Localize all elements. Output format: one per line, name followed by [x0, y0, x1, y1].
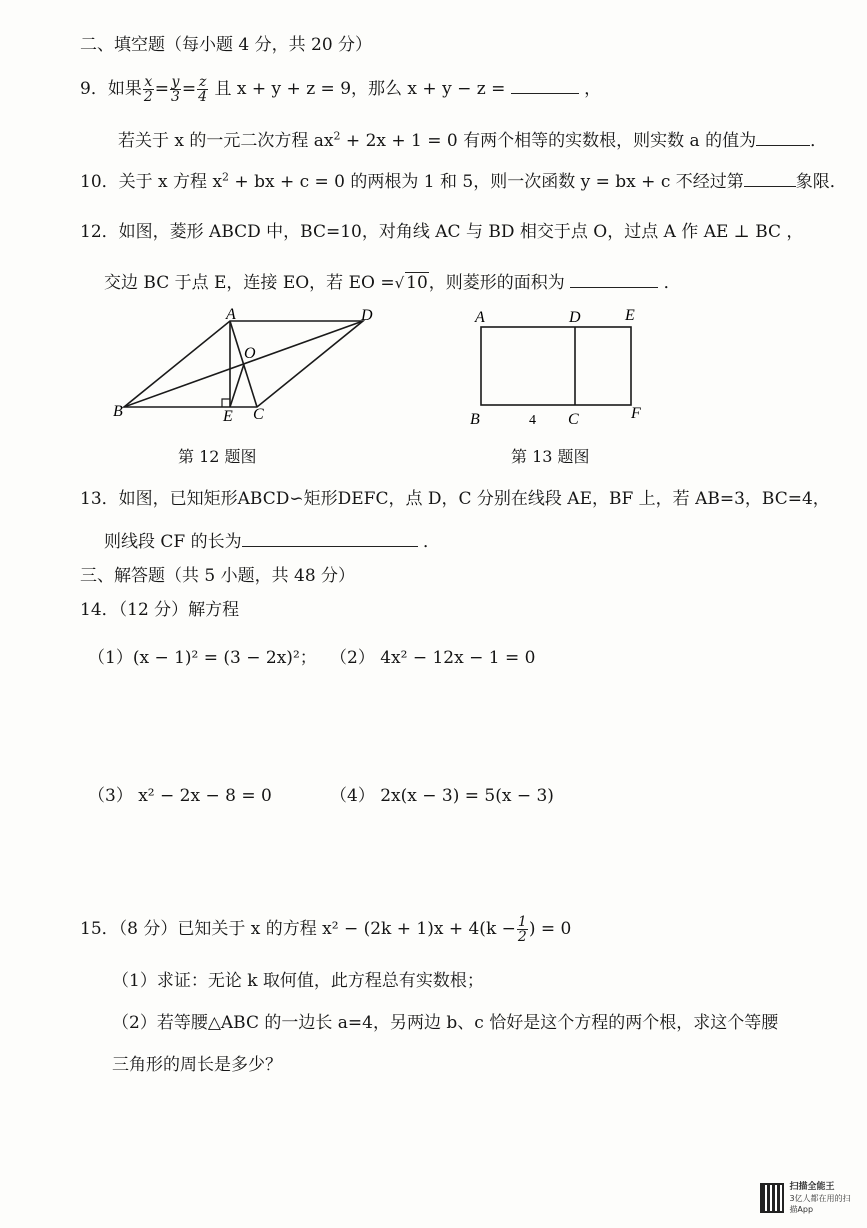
q14-part-2: （2） 4x² − 12x − 1 = 0 [330, 648, 536, 668]
q15-tail: ) = 0 [528, 919, 572, 939]
q14-part-3: （3） x² − 2x − 8 = 0 [88, 786, 272, 806]
q15-lead: 15．（8 分）已知关于 x 的方程 x² − (2k + 1)x + 4(k − [80, 919, 516, 939]
label-d: D [361, 307, 373, 324]
label-d: D [569, 309, 581, 326]
figure-13-caption: 第 13 题图 [511, 447, 590, 466]
q9-answer-blank[interactable] [511, 79, 579, 94]
q10-text-b: + bx + c = 0 的两根为 1 和 5，则一次函数 y = bx + c 不经过第 [229, 172, 744, 192]
q14-part-4: （4） 2x(x − 3) = 5(x − 3) [330, 786, 554, 806]
label-c: C [253, 406, 264, 423]
q13-line2-text: 则线段 CF 的长为 [104, 532, 242, 552]
q12-line-2: 交边 BC 于点 E，连接 EO，若 EO =√ 10，则菱形的面积为 ． [104, 273, 681, 293]
q13-line2-end: ． [423, 532, 441, 552]
label-a: A [226, 306, 236, 323]
q14-part-1: （1）(x − 1)² = (3 − 2x)²； [88, 648, 317, 668]
scanner-text [789, 1181, 856, 1215]
figure-13-rectangles [465, 300, 655, 435]
q13-line-2 [104, 527, 440, 552]
q9-number: 9． [80, 79, 108, 99]
q12-line2-text-a: 交边 BC 于点 E，连接 EO，若 EO = [104, 273, 395, 293]
segment-eo [230, 364, 244, 407]
q15-fraction: $\frac{1}{2}$ [517, 914, 527, 945]
scanner-watermark [760, 1180, 856, 1216]
q12-line2-text-b: ，则菱形的面积为 [428, 273, 565, 293]
scanner-sub: 3亿人都在用的扫描App [789, 1194, 851, 1214]
q9-fraction-y3: $\frac{y}{3}$ [171, 74, 180, 105]
label-b: B [470, 411, 480, 428]
q9-lead: 如果 [107, 79, 142, 99]
label-e: E [223, 408, 233, 425]
q12-number: 12． [80, 222, 119, 242]
q9-line2-text-a: 若关于 x 的一元二次方程 ax [118, 131, 334, 151]
q10-sup: 2 [222, 170, 230, 184]
figure-12-rhombus [105, 300, 395, 430]
section-2-title: 二、填空题（每小题 4 分，共 20 分） [80, 35, 373, 55]
scanner-brand: 扫描全能王 [789, 1182, 835, 1192]
q12-sqrt-value: 10 [406, 273, 428, 293]
qr-code-icon [760, 1183, 784, 1213]
question-9: 9．如果 $\frac{x}{2}$ = $\frac{y}{3}$ = $\frac{z}{4}$ 且 x + y + z = 9，那么 x + y − z = ， [80, 74, 602, 105]
q9-line2-end: ． [810, 131, 828, 151]
q13-number: 13． [80, 489, 119, 509]
q10-text-c: 象限． [795, 172, 847, 192]
label-f: F [631, 405, 641, 422]
q15-part-1: （1）求证：无论 k 取何值，此方程总有实数根； [112, 971, 484, 991]
q9-line2-text-b: + 2x + 1 = 0 有两个相等的实数根，则实数 a 的值为 [340, 131, 757, 151]
q13-line-1: 如图，已知矩形ABCD∽矩形DEFC，点 D，C 分别在线段 AE，BF 上，若 AB=3，BC=4， [118, 489, 830, 509]
section-3-title: 三、解答题（共 5 小题，共 48 分） [80, 566, 356, 586]
label-o: O [244, 345, 256, 362]
q9-end: ， [584, 79, 602, 99]
rectangle-abfe [481, 327, 631, 405]
q10-number: 10． [80, 172, 119, 192]
q9-fraction-x2: $\frac{x}{2}$ [143, 74, 153, 105]
q9-line-2 [118, 126, 827, 151]
right-angle-mark [222, 399, 230, 407]
q12-line-1: 如图，菱形 ABCD 中，BC=10，对角线 AC 与 BD 相交于点 O，过点 A 作 AE ⊥ BC ， [118, 222, 804, 242]
q9b-answer-blank[interactable] [756, 131, 810, 146]
question-15 [80, 914, 571, 944]
q9-fraction-z4: $\frac{z}{4}$ [198, 74, 208, 105]
q12-line2-end: ． [663, 273, 681, 293]
q14-title: 14．（12 分）解方程 [80, 600, 240, 620]
q10-answer-blank[interactable] [744, 172, 796, 187]
figure-12-caption: 第 12 题图 [178, 447, 257, 466]
q12-answer-blank[interactable] [570, 273, 658, 288]
question-13 [80, 484, 830, 509]
q9-middle-text: 且 x + y + z = 9，那么 x + y − z = [214, 79, 506, 99]
q15-part-3: 三角形的周长是多少？ [112, 1055, 282, 1075]
label-a: A [475, 309, 485, 326]
question-10 [80, 167, 847, 192]
q9-line2-sup: 2 [333, 129, 341, 143]
label-b: B [113, 403, 123, 420]
q15-part-2: （2）若等腰△ABC 的一边长 a=4，另两边 b、c 恰好是这个方程的两个根，求这个等腰 [112, 1013, 779, 1033]
q10-text-a: 关于 x 方程 x [118, 172, 223, 192]
label-c: C [568, 411, 579, 428]
label-length-4: 4 [529, 413, 536, 428]
label-e: E [625, 307, 635, 324]
question-12 [80, 217, 803, 242]
q13-answer-blank[interactable] [242, 532, 418, 547]
